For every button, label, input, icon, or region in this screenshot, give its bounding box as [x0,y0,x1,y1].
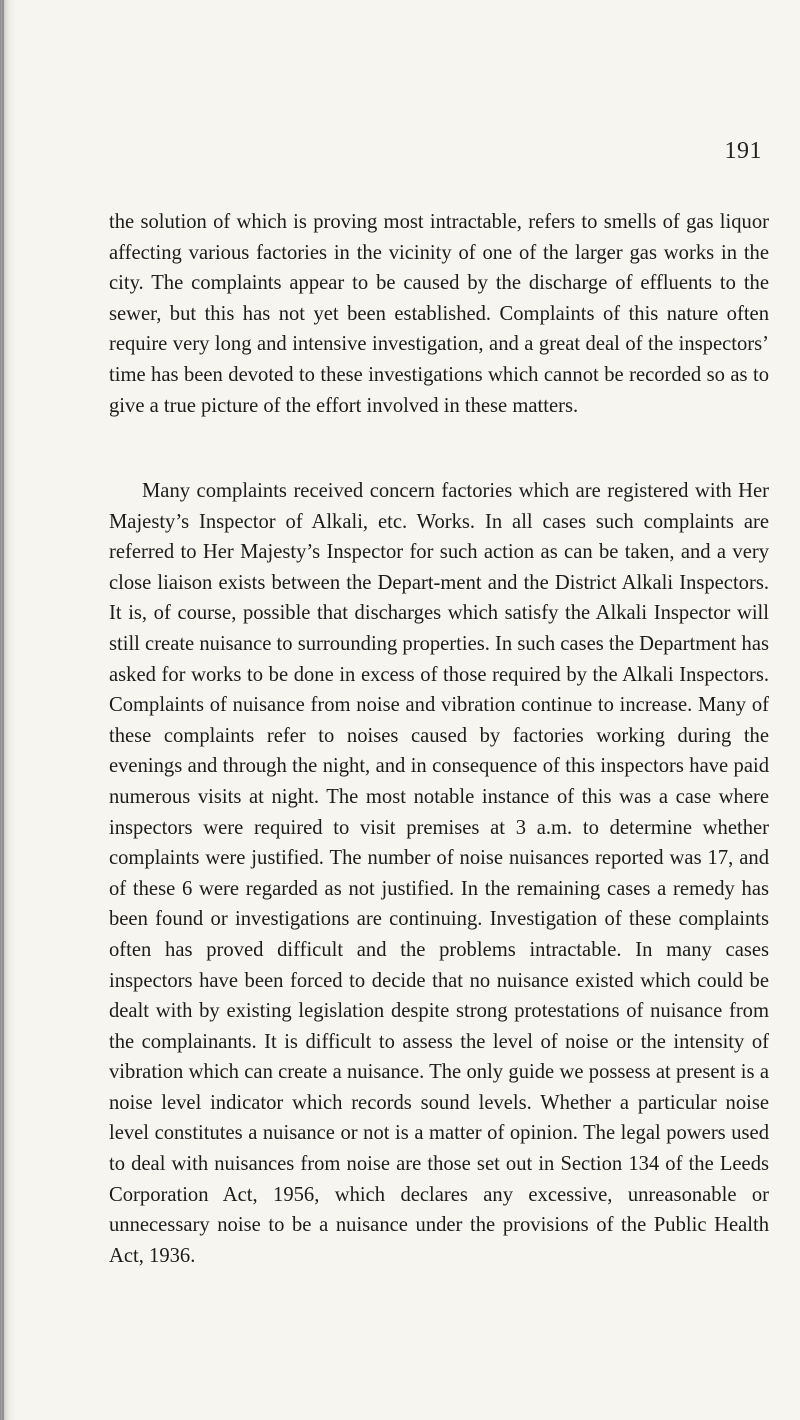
paragraph-gas-liquor-complaints: the solution of which is proving most intractable, refers to smells of gas liquor affecting various factories in the vicinity of one of the larger gas works in the city. The complaints appear to be caused by the discharge of effluents to the sewer, but this has not yet been established. Complaints of this nature often require very long and intensive investigation, and a great deal of the inspectors’ time has been devoted to these investigations which cannot be recorded so as to give a true picture of the effort involved in these matters. [109,211,769,417]
page-number: 191 [724,138,762,164]
binding-shadow-line [2,0,4,1420]
paragraph-alkali-and-noise-complaints: Many complaints received concern factories which are registered with Her Majesty’s Inspector of Alkali, etc. Works. In all cases such complaints are referred to Her Majesty’s Inspector for such action as can be taken, and a very close liaison exists between the Depart-ment and the District Alkali Inspectors. It is, of course, possible that discharges which satisfy the Alkali Inspector will still create nuisance to surrounding properties. In such cases the Department has asked for works to be done in excess of those required by the Alkali Inspectors. Complaints of nuisance from noise and vibration continue to increase. Many of these complaints refer to noises caused by factories working during the evenings and through the night, and in consequence of this inspectors have paid numerous visits at night. The most notable instance of this was a case where inspectors were required to visit premises at 3 a.m. to determine whether complaints were justified. The number of noise nuisances reported was 17, and of these 6 were regarded as not justified. In the remaining cases a remedy has been found or investigations are continuing. Investigation of these complaints often has proved difficult and the problems intractable. In many cases inspectors have been forced to decide that no nuisance existed which could be dealt with by existing legislation despite strong protestations of nuisance from the complainants. It is difficult to assess the level of noise or the intensity of vibration which can create a nuisance. The only guide we possess at present is a noise level indicator which records sound levels. Whether a particular noise level constitutes a nuisance or not is a matter of opinion. The legal powers used to deal with nuisances from noise are those set out in Section 134 of the Leeds Corporation Act, 1956, which declares any excessive, unreasonable or unnecessary noise to be a nuisance under the provisions of the Public Health Act, 1936. [109,480,769,1267]
